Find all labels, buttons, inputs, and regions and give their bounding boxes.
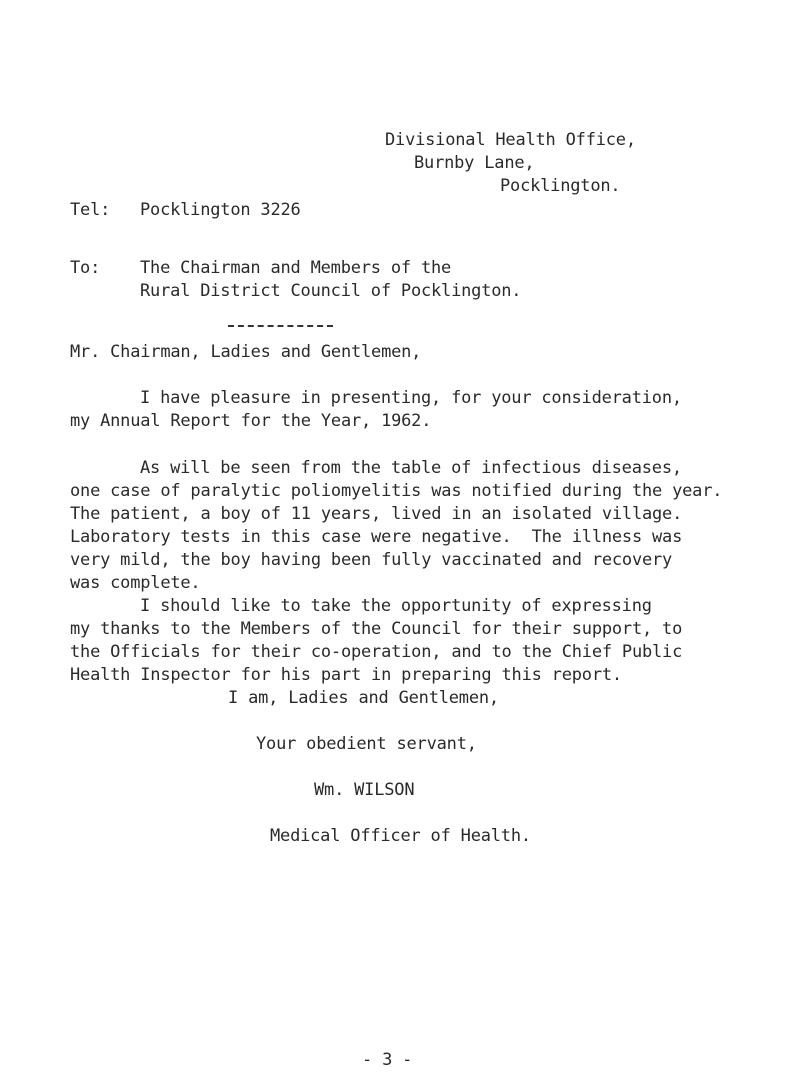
paragraph-3-line-4: Health Inspector for his part in preparing this report. [70, 665, 622, 685]
paragraph-1-line-1: I have pleasure in presenting, for your consideration, [140, 388, 682, 408]
recipient-line-1: The Chairman and Members of the [140, 258, 452, 278]
closing-line: I am, Ladies and Gentlemen, [228, 688, 499, 708]
paragraph-2-line-2: one case of paralytic poliomyelitis was notified during the year. [70, 481, 723, 501]
salutation: Mr. Chairman, Ladies and Gentlemen, [70, 342, 422, 362]
page-number: - 3 - [362, 1050, 413, 1070]
valediction: Your obedient servant, [256, 734, 477, 754]
paragraph-3-line-2: my thanks to the Members of the Council for their support, to [70, 619, 683, 639]
paragraph-2-line-6: was complete. [70, 573, 201, 593]
divider-rule [228, 325, 333, 327]
signature-name: Wm. WILSON [314, 780, 415, 800]
paragraph-3-line-1: I should like to take the opportunity of expressing [140, 596, 652, 616]
paragraph-2-line-4: Laboratory tests in this case were negative. The illness was [70, 527, 683, 547]
recipient-line-2: Rural District Council of Pocklington. [140, 281, 522, 301]
recipient-label: To: [70, 258, 101, 278]
paragraph-2-line-3: The patient, a boy of 11 years, lived in an isolated village. [70, 504, 683, 524]
paragraph-3-line-3: the Officials for their co-operation, and to the Chief Public [70, 642, 683, 662]
signatory-title: Medical Officer of Health. [270, 826, 531, 846]
telephone-number: Pocklington 3226 [140, 200, 301, 220]
office-address-line-3: Pocklington. [500, 176, 621, 196]
telephone-label: Tel: [70, 200, 111, 220]
paragraph-2-line-5: very mild, the boy having been fully vaccinated and recovery [70, 550, 673, 570]
paragraph-1-line-2: my Annual Report for the Year, 1962. [70, 411, 432, 431]
office-address-line-2: Burnby Lane, [414, 153, 535, 173]
office-address-line-1: Divisional Health Office, [385, 130, 636, 150]
paragraph-2-line-1: As will be seen from the table of infectious diseases, [140, 458, 682, 478]
